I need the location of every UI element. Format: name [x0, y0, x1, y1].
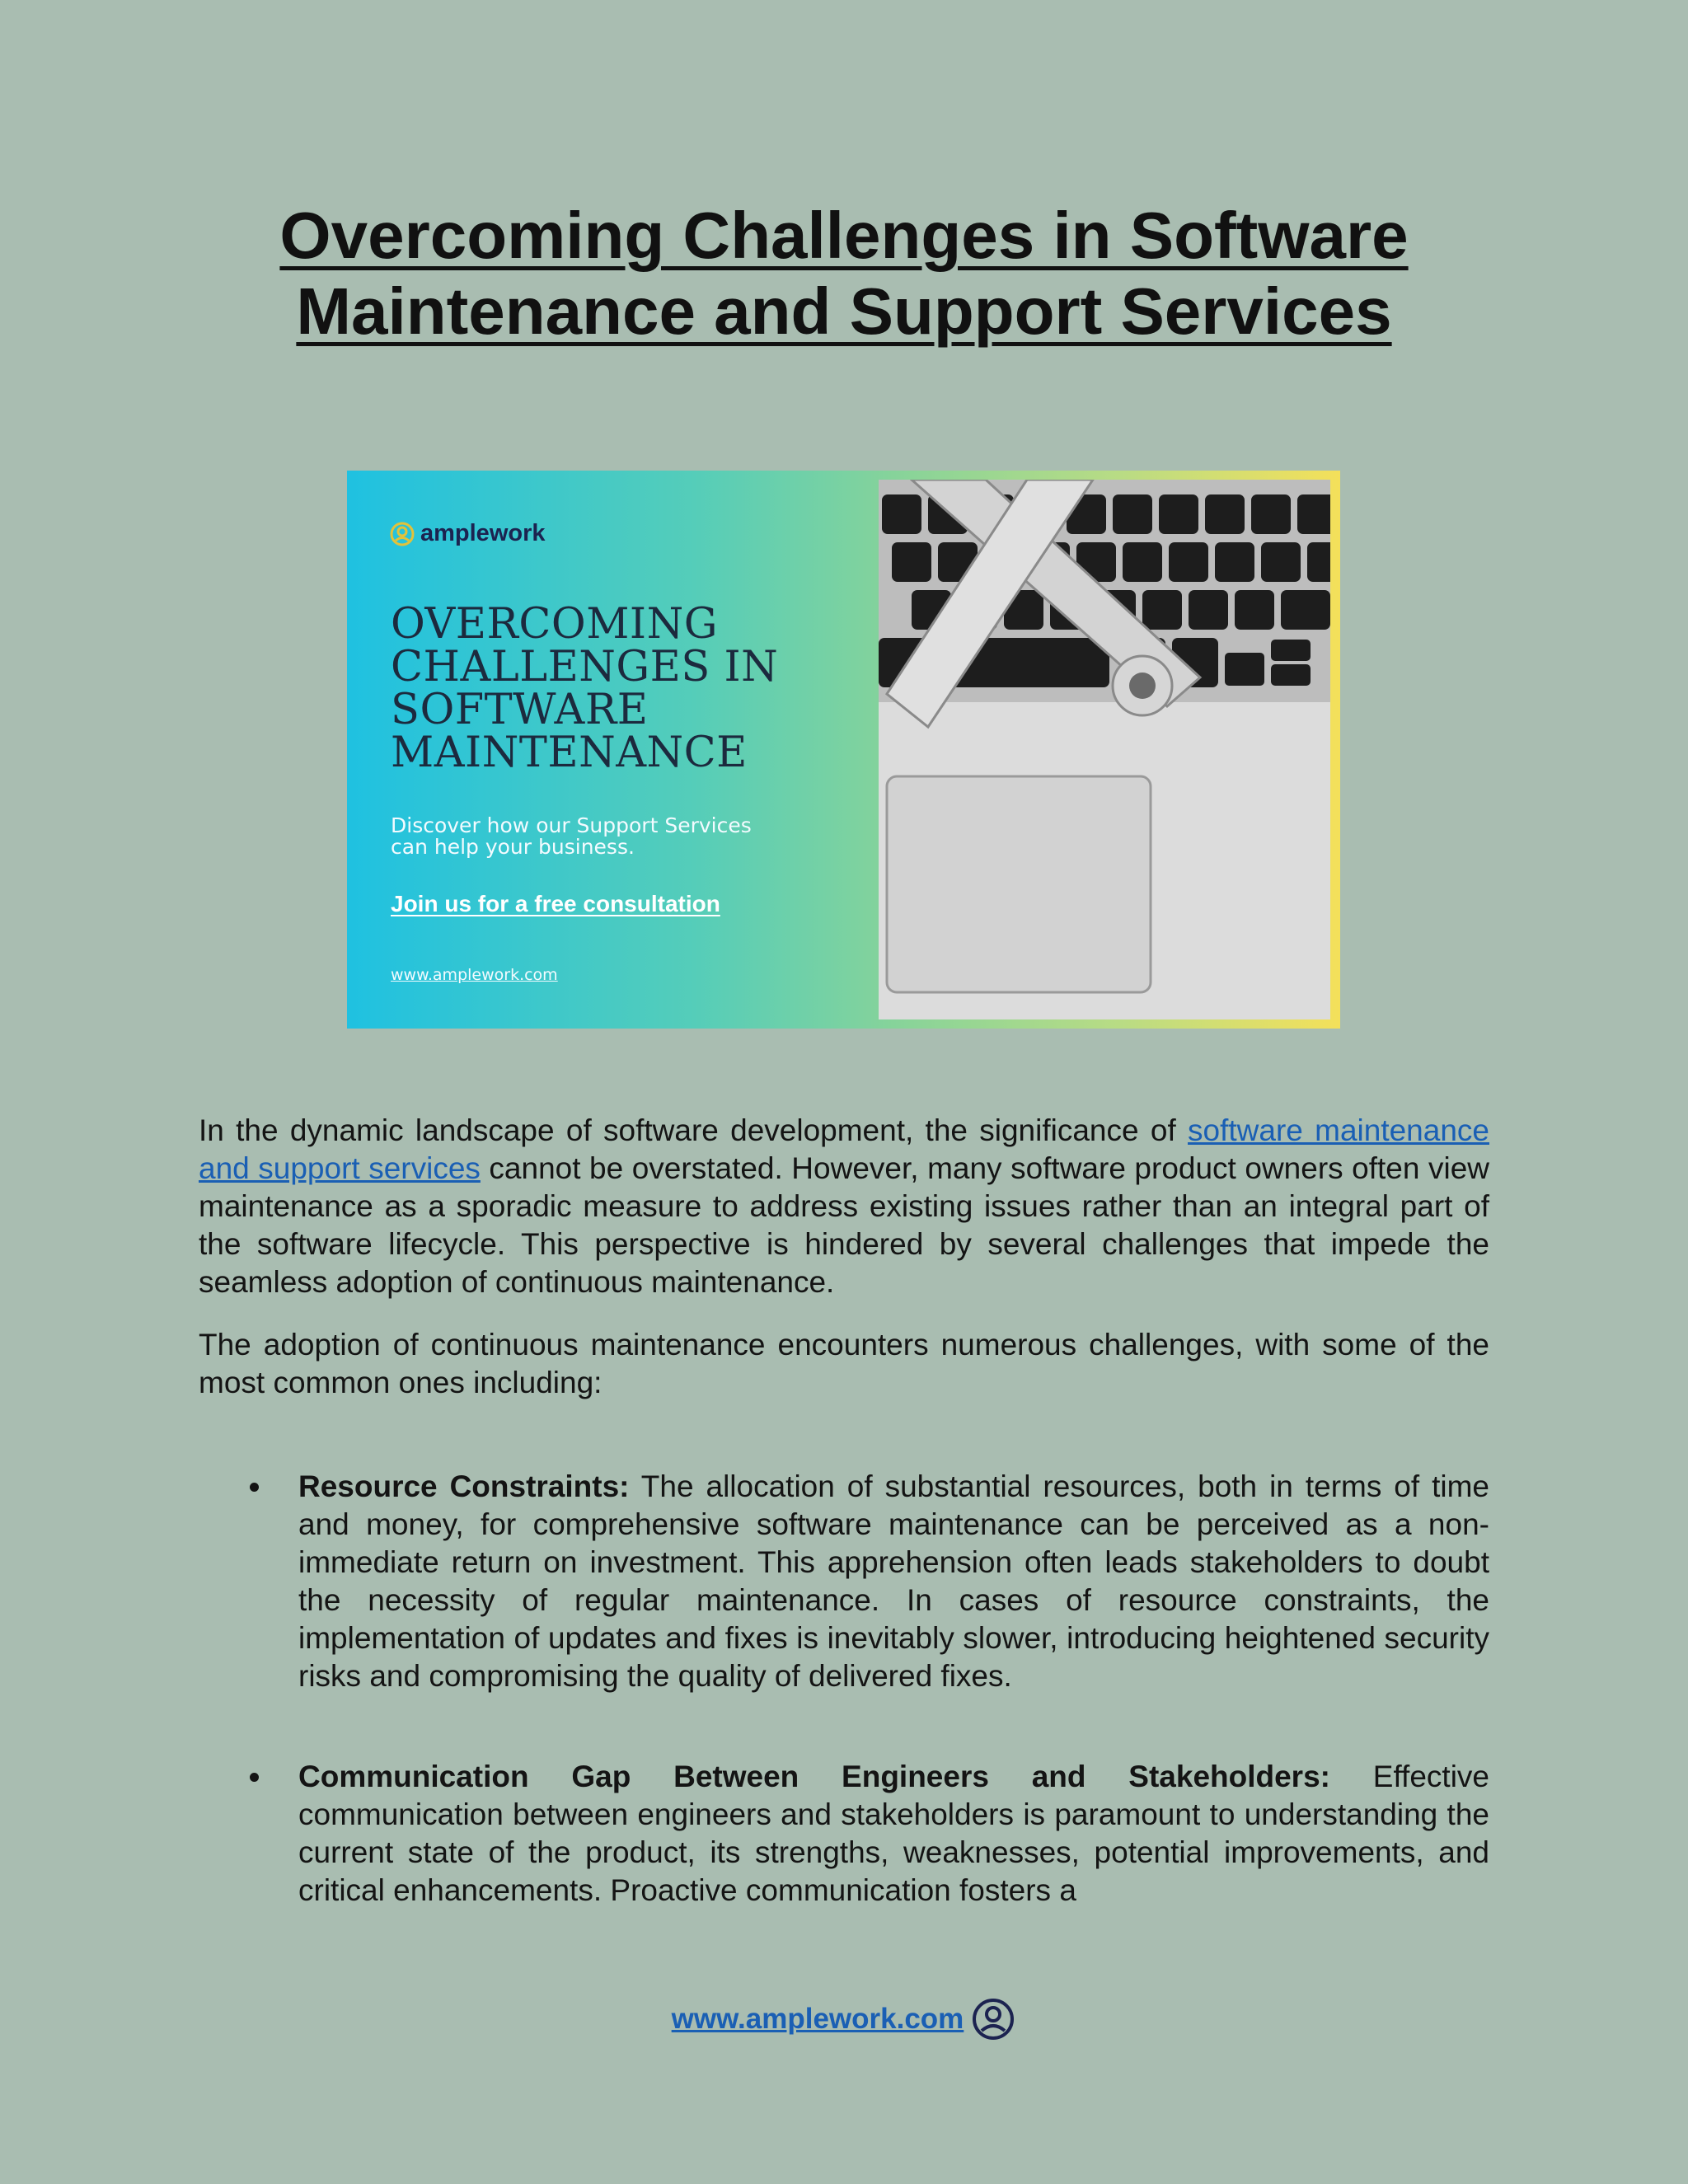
banner-heading-line: MAINTENANCE	[391, 729, 748, 777]
page-footer	[0, 1996, 1688, 2042]
banner-subtitle-line: Discover how our Support Services	[391, 813, 752, 837]
intro-text-before: In the dynamic landscape of software development, the significance of	[199, 1113, 1189, 1147]
bullet-icon	[250, 1483, 259, 1492]
bullet-title: Resource Constraints:	[298, 1469, 630, 1503]
software-maintenance-link[interactable]: software maintenance and support services	[199, 1113, 1489, 1185]
hero-banner-image	[347, 471, 1340, 1029]
banner-subtitle	[391, 815, 819, 858]
banner-text-panel	[347, 471, 879, 1029]
bullet-icon	[250, 1773, 259, 1782]
intro-text-after: cannot be overstated. However, many software product owners often view maintenance as a sporadic measure to address existing issues rather than an integral part of the software lifecycle. This perspective is hindered by several challenges that impede the seamless adoption of continuous maintenance.	[199, 1151, 1489, 1299]
bullet-title: Communication Gap Between Engineers and Stakeholders:	[298, 1760, 1330, 1793]
bullet-body: Effective communication between engineers and stakeholders is paramount to understanding the current state of the product, its strengths, weaknesses, potential improvements, and critical enhancements. Proactive communication fosters a	[298, 1760, 1489, 1907]
amplework-logo-icon	[389, 521, 415, 547]
page-title	[165, 198, 1523, 349]
title-line-1: Overcoming Challenges in Software	[279, 199, 1409, 272]
banner-logo-text: amplework	[420, 520, 546, 546]
intro-paragraph-2: The adoption of continuous maintenance encounters numerous challenges, with some of the most common ones including:	[199, 1328, 1489, 1399]
banner-cta-link[interactable]: Join us for a free consultation	[391, 891, 720, 916]
banner-heading	[391, 600, 852, 777]
banner-url: www.amplework.com	[391, 966, 558, 984]
banner-subtitle-line: can help your business.	[391, 835, 635, 859]
keyboard-wrench-photo	[879, 480, 1330, 1019]
intro-paragraph-1	[199, 1112, 1489, 1301]
bullet-text	[298, 1468, 1489, 1695]
title-line-2: Maintenance and Support Services	[296, 274, 1392, 348]
banner-heading-line: SOFTWARE	[391, 686, 649, 734]
bullet-body: The allocation of substantial resources, both in terms of time and money, for comprehensive software maintenance can be perceived as a non-immediate return on investment. This apprehension often leads stakeholders to doubt the necessity of regular maintenance. In cases of resource constraints, the implementation of updates and fixes is inevitably slower, introducing heightened security risks and compromising the quality of delivered fixes.	[298, 1469, 1490, 1693]
amplework-logo-icon	[970, 1996, 1016, 2042]
footer-website-link[interactable]: www.amplework.com	[671, 2003, 964, 2035]
banner-heading-line: OVERCOMING	[391, 600, 718, 649]
bullet-text	[298, 1758, 1489, 1910]
banner-heading-line: CHALLENGES IN	[391, 643, 779, 691]
banner-logo	[389, 520, 546, 547]
